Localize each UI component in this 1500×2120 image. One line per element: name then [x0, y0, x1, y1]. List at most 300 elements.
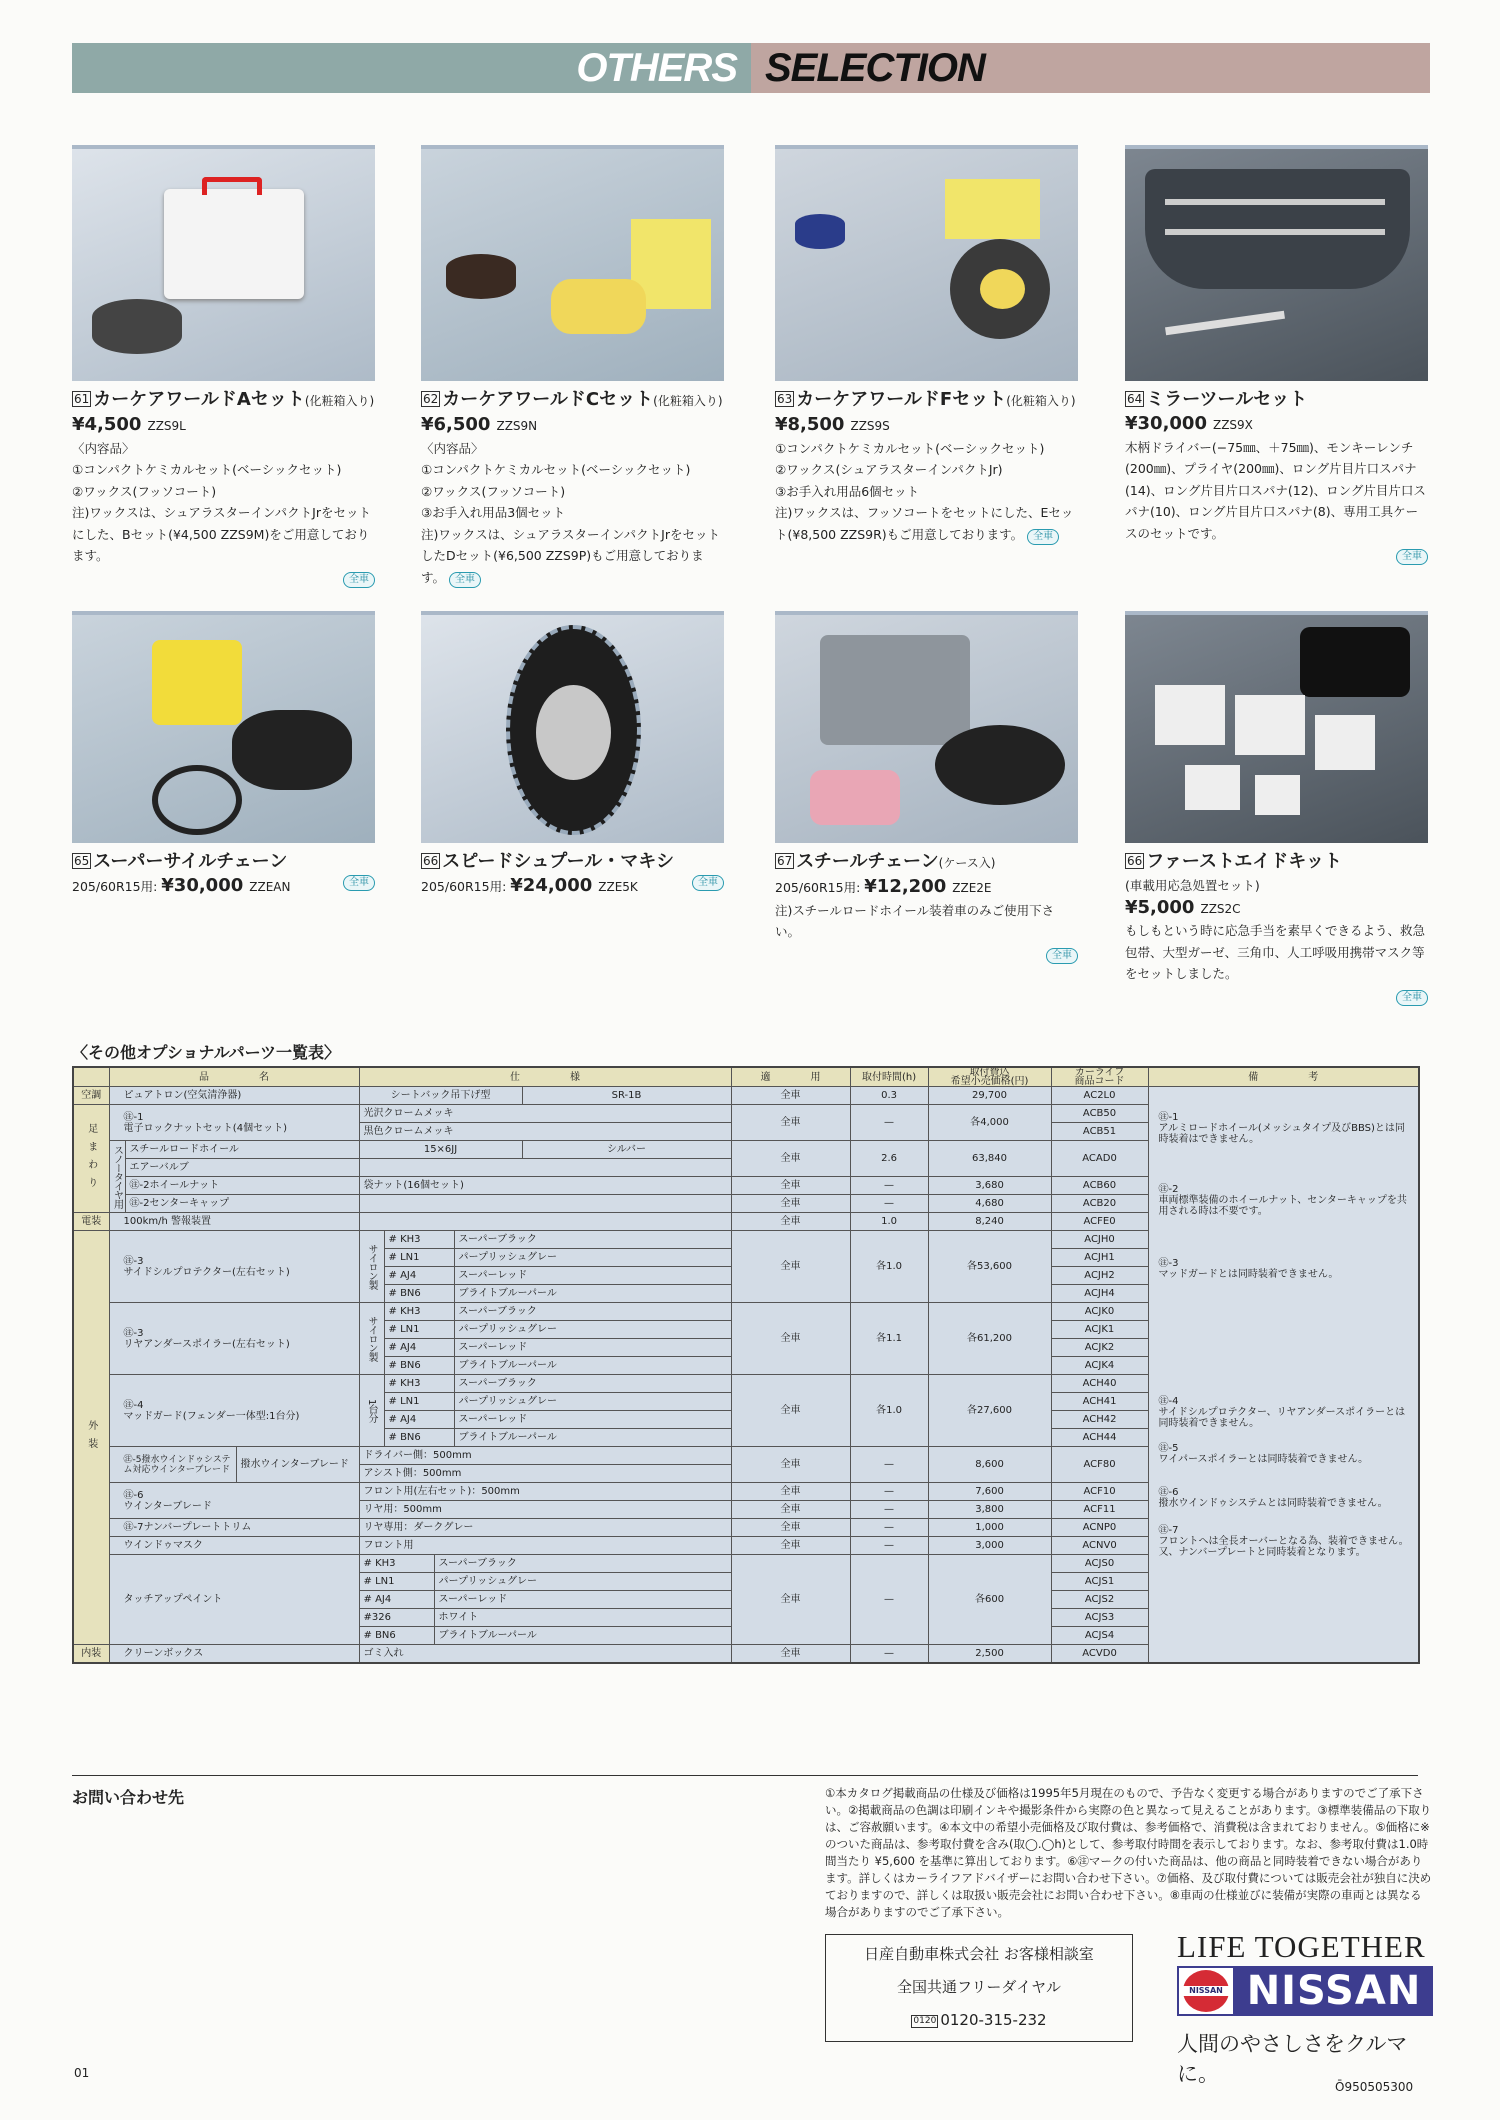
item-spec: シートバック吊下げ型 [359, 1087, 522, 1105]
item-name: 100km/h 警報装置 [109, 1213, 359, 1231]
color-name: パープリッシュグレー [454, 1249, 731, 1267]
product-description: 木柄ドライバー(−75㎜、＋75㎜)、モンキーレンチ(200㎜)、プライヤ(200㎜)、ロング片目片口スパナ(14)、ロング片目片口スパナ(12)、ロング片目片口スパナ(10)、ロング片目片口スパナ(8)、専用工具ケースのセットです。 [1125, 439, 1426, 541]
product-line: ③お手入れ用品6個セット [775, 483, 920, 499]
item-time: 0.3 [850, 1087, 928, 1105]
product-photo [421, 611, 724, 843]
product-name: カーケアワールドAセット [93, 389, 305, 410]
color-code: # AJ4 [384, 1411, 454, 1429]
color-code: # BN6 [384, 1285, 454, 1303]
catalog-code: Ō950505300 [1335, 2080, 1414, 2094]
color-code: # AJ4 [359, 1591, 434, 1609]
product-name: カーケアワールドFセット [796, 389, 1007, 410]
item-code: ACJK0 [1051, 1303, 1148, 1321]
remark-text: フロントへは全長オーバーとなる為、装着できません。又、ナンバープレートと同時装着となります。 [1158, 1536, 1409, 1558]
product-price: ¥24,000 [510, 875, 593, 896]
item-code: ACF11 [1051, 1501, 1148, 1519]
item-code: ACJH1 [1051, 1249, 1148, 1267]
color-code: # KH3 [384, 1375, 454, 1393]
product-card-61 [72, 145, 375, 588]
color-code: # LN1 [384, 1249, 454, 1267]
product-line: ②ワックス(フッソコート) [72, 483, 217, 499]
item-code: ACJS0 [1051, 1555, 1148, 1573]
color-code: # BN6 [384, 1357, 454, 1375]
item-name-text: マッドガード(フェンダー一体型:1台分) [123, 1410, 300, 1422]
all-models-badge: 全車 [1396, 549, 1428, 565]
category-aircon: 空調 [73, 1087, 109, 1105]
divider [72, 1775, 1418, 1776]
item-subname: 撥水ウインターブレード [236, 1447, 359, 1483]
product-note [775, 502, 1078, 545]
item-price: 4,680 [928, 1195, 1051, 1213]
item-time: — [850, 1645, 928, 1663]
logo-slogan: LIFE TOGETHER [1177, 1929, 1426, 1964]
item-apply: 全車 [731, 1645, 850, 1663]
product-line: 〈内容品〉 [421, 440, 484, 456]
product-note: 注)スチールロードホイール装着車のみご使用下さい。 [775, 902, 1055, 939]
color-name: スーパーブラック [454, 1303, 731, 1321]
remark-label: ㊟-4 [1158, 1396, 1179, 1407]
item-price: 各53,600 [928, 1231, 1051, 1303]
color-name: スーパーブラック [454, 1231, 731, 1249]
item-price: 29,700 [928, 1087, 1051, 1105]
product-line: ①コンパクトケミカルセット(ベーシックセット) [72, 462, 342, 477]
note-text: 注)ワックスは、フッソコートをセットにした、Eセット(¥8,500 ZZS9R)もご用意しております。 [775, 505, 1074, 542]
remark-text: 車両標準装備のホイールナット、センターキャップを共用される時は不要です。 [1158, 1195, 1407, 1217]
header-time: 取付時間(h) [850, 1067, 928, 1087]
item-code: ACNP0 [1051, 1519, 1148, 1537]
item-spec: リヤ専用：ダークグレー [359, 1519, 731, 1537]
color-code: # KH3 [384, 1303, 454, 1321]
item-name: ウインドゥマスク [109, 1537, 359, 1555]
product-photo [72, 145, 375, 381]
item-code: ACH42 [1051, 1411, 1148, 1429]
product-card-67 [775, 611, 1078, 964]
product-note: 注)ワックスは、シュアラスターインパクトJrをセットにした、Bセット(¥4,500 ZZS9M)をご用意しております。 [72, 505, 371, 563]
subcategory-snow-tire: スノータイヤ用 [109, 1141, 125, 1213]
item-spec: アシスト側：500mm [359, 1465, 731, 1483]
item-code: ACJK1 [1051, 1321, 1148, 1339]
remark-note [1159, 1184, 1411, 1217]
remarks-cell [1148, 1087, 1419, 1663]
product-code: ZZS9L [147, 419, 186, 433]
emblem-text: NISSAN [1183, 1970, 1229, 2012]
item-code: ACB20 [1051, 1195, 1148, 1213]
product-code: ZZS9S [850, 419, 890, 433]
item-name: ピュアトロン(空気清浄器) [109, 1087, 359, 1105]
color-name: パープリッシュグレー [434, 1573, 731, 1591]
product-price: ¥8,500 [775, 414, 845, 435]
product-line: ①コンパクトケミカルセット(ベーシックセット) [421, 462, 691, 477]
product-card-63 [775, 145, 1078, 545]
freedial-icon: 0120 [913, 2016, 937, 2026]
item-time: 2.6 [850, 1141, 928, 1177]
header-price-line: 取付費込 [969, 1067, 1010, 1078]
color-code: # AJ4 [384, 1267, 454, 1285]
item-code: ACJK2 [1051, 1339, 1148, 1357]
tire-size: 205/60R15用: [72, 879, 158, 894]
disclaimer-notes: ①本カタログ掲載商品の仕様及び価格は1995年5月現在のもので、予告なく変更する場合がありますのでご了承下さい。②掲載商品の色調は印刷インキや撮影条件から実際の色と異なって見えることがあります。③標準装備品の下取りは、ご容赦願います。④本文中の希望小売価格及び取付費は、参考価格で、消費税は含まれておりません。⑤価格に※のついた商品は、参考取付費を含み(取◯.◯h)として、参考取付時間を表示しております。なお、参考取付費は1.0時間当たり ¥5,600 を基準に算出しております。⑥㊟マークの付いた商品は、他の商品と同時装着できない場合があります。詳しくはカーライフアドバイザーにお問い合わせ下さい。⑦価格、及び取付費については販売会社が独自に決めておりますので、詳しくは取扱い販売会社にお問い合わせ下さい。⑧車両の仕様並びに装備が実際の車両とは異なる場合がありますのでご了承下さい。 [825, 1786, 1432, 1919]
item-time: — [850, 1177, 928, 1195]
color-name: パープリッシュグレー [454, 1321, 731, 1339]
item-number: 66 [1127, 854, 1143, 868]
item-code: ACB51 [1051, 1123, 1148, 1141]
remark-note [1159, 1487, 1411, 1509]
color-code: # LN1 [359, 1573, 434, 1591]
note-mark: ㊟-1 [123, 1111, 144, 1123]
color-code: # BN6 [359, 1627, 434, 1645]
item-name: クリーンボックス [109, 1645, 359, 1663]
product-code: ZZE2E [952, 881, 992, 895]
item-apply: 全車 [731, 1213, 850, 1231]
item-code: ACVD0 [1051, 1645, 1148, 1663]
item-code: ACFE0 [1051, 1213, 1148, 1231]
section-banner [72, 43, 1430, 93]
item-apply: 全車 [731, 1177, 850, 1195]
item-number: 61 [74, 392, 90, 406]
header-name: 品 名 [109, 1067, 359, 1087]
item-spec: リヤ用：500mm [359, 1501, 731, 1519]
tire-size: 205/60R15用: [775, 880, 861, 895]
remark-note [1159, 1443, 1411, 1465]
product-photo [775, 145, 1078, 381]
note-mark: ㊟-4 [123, 1399, 144, 1411]
item-apply: 全車 [731, 1231, 850, 1303]
item-code: ACJK4 [1051, 1357, 1148, 1375]
product-description: もしもという時に応急手当を素早くできるよう、救急包帯、大型ガーゼ、三角巾、人工呼吸用携帯マスク等をセットしました。 [1125, 923, 1426, 981]
all-models-badge: 全車 [692, 875, 724, 891]
item-name: ㊟-2センターキャップ [125, 1195, 359, 1213]
item-name-text: 電子ロックナットセット(4個セット) [123, 1122, 287, 1134]
product-code: ZZE5K [598, 880, 638, 894]
page-number: 01 [74, 2066, 90, 2080]
item-number: 62 [423, 392, 439, 406]
product-price: ¥12,200 [864, 876, 947, 897]
product-name: スチールチェーン [796, 851, 939, 872]
item-name: タッチアップペイント [109, 1555, 359, 1645]
product-name: ミラーツールセット [1146, 389, 1308, 410]
item-spec-empty [359, 1159, 731, 1177]
nissan-badge [1177, 1966, 1433, 2016]
product-suffix: (化粧箱入り) [1006, 394, 1076, 408]
product-line: ②ワックス(フッソコート) [421, 483, 566, 499]
category-interior: 内装 [73, 1645, 109, 1663]
contact-freedial-label: 全国共通フリーダイヤル [897, 1978, 1061, 1996]
item-name: ㊟-2ホイールナット [125, 1177, 359, 1195]
note-mark: ㊟-3 [123, 1327, 144, 1339]
color-code: # KH3 [359, 1555, 434, 1573]
remark-text: アルミロードホイール(メッシュタイプ及びBBS)とは同時装着はできません。 [1158, 1123, 1405, 1145]
remark-label: ㊟-5 [1158, 1443, 1179, 1454]
remark-note [1159, 1112, 1411, 1145]
remark-note [1159, 1525, 1411, 1558]
item-name: ㊟-5撥水ウインドゥシステム対応ウインターブレード [109, 1447, 236, 1483]
item-spec: フロント用(左右セット)：500mm [359, 1483, 731, 1501]
item-price: 8,600 [928, 1447, 1051, 1483]
nissan-logo [1177, 1930, 1433, 2088]
contact-phone: 0120-315-232 [940, 2011, 1047, 2029]
header-price-line: 希望小売価格(円) [950, 1076, 1029, 1087]
nissan-wordmark: NISSAN [1246, 1968, 1422, 2014]
item-code: ACJS4 [1051, 1627, 1148, 1645]
color-code: # AJ4 [384, 1339, 454, 1357]
item-code: ACNV0 [1051, 1537, 1148, 1555]
item-spec: ドライバー側：500mm [359, 1447, 731, 1465]
remark-label: ㊟-2 [1158, 1184, 1179, 1195]
item-name-text: サイドシルプロテクター(左右セット) [123, 1266, 290, 1278]
item-name [109, 1231, 359, 1303]
item-time: — [850, 1195, 928, 1213]
product-name: ファーストエイドキット [1146, 851, 1342, 872]
product-suffix: (ケース入) [938, 856, 996, 870]
item-code: ACJH0 [1051, 1231, 1148, 1249]
item-price: 3,000 [928, 1537, 1051, 1555]
product-code: ZZS9N [496, 419, 538, 433]
color-name: スーパーレッド [454, 1411, 731, 1429]
item-code: ACH40 [1051, 1375, 1148, 1393]
item-name: スチールロードホイール [125, 1141, 359, 1159]
product-photo [421, 145, 724, 381]
header-remarks: 備 考 [1148, 1067, 1419, 1087]
color-name: スーパーレッド [454, 1267, 731, 1285]
item-name: ㊟-7ナンバープレートトリム [109, 1519, 359, 1537]
product-price: ¥30,000 [1125, 413, 1207, 434]
item-spec: 袋ナット(16個セット) [359, 1177, 731, 1195]
header-code-line: 商品コード [1074, 1076, 1125, 1087]
remark-note [1159, 1258, 1411, 1280]
product-photo [72, 611, 375, 843]
item-spec: 光沢クロームメッキ [359, 1105, 731, 1123]
product-price: ¥5,000 [1125, 896, 1195, 918]
header-code-line: カーライフ [1074, 1067, 1125, 1078]
category-electrical: 電装 [73, 1213, 109, 1231]
color-name: ブライトブルーパール [434, 1627, 731, 1645]
item-spec: ゴミ入れ [359, 1645, 731, 1663]
all-models-badge: 全車 [1396, 990, 1428, 1006]
product-price: ¥4,500 [72, 414, 142, 435]
product-code: ZZEAN [249, 880, 291, 894]
item-number: 66 [423, 854, 439, 868]
item-code: ACAD0 [1051, 1141, 1148, 1177]
item-spec: フロント用 [359, 1537, 731, 1555]
tire-size: 205/60R15用: [421, 879, 507, 894]
product-line: ①コンパクトケミカルセット(ベーシックセット) [775, 440, 1045, 456]
item-time: — [850, 1537, 928, 1555]
product-name: カーケアワールドCセット [442, 389, 654, 410]
item-number: 65 [74, 854, 90, 868]
item-code: ACB60 [1051, 1177, 1148, 1195]
item-apply: 全車 [731, 1447, 850, 1483]
item-name [109, 1303, 359, 1375]
color-name: スーパーブラック [434, 1555, 731, 1573]
note-mark: ㊟-6 [123, 1489, 144, 1501]
product-photo [775, 611, 1078, 843]
color-code: # KH3 [384, 1231, 454, 1249]
item-code: ACH44 [1051, 1429, 1148, 1447]
remark-label: ㊟-3 [1158, 1258, 1179, 1269]
item-code: ACH41 [1051, 1393, 1148, 1411]
all-models-badge: 全車 [449, 572, 481, 588]
item-code: ACJS2 [1051, 1591, 1148, 1609]
product-name: スーパーサイルチェーン [93, 851, 288, 872]
item-number: 64 [1127, 392, 1143, 406]
product-code: ZZS2C [1200, 901, 1241, 916]
product-photo [1125, 145, 1428, 381]
product-line: ③お手入れ用品3個セット [421, 505, 566, 520]
item-time: 各1.0 [850, 1231, 928, 1303]
product-card-65 [72, 611, 375, 899]
item-name-text: ウインターブレード [123, 1500, 212, 1512]
item-price: 各27,600 [928, 1375, 1051, 1447]
banner-title-others: OTHERS [576, 45, 737, 90]
remark-text: ワイパースポイラーとは同時装着できません。 [1158, 1454, 1369, 1465]
logo-tagline: 人間のやさしさをクルマに。 [1177, 2032, 1408, 2086]
remark-label: ㊟-7 [1158, 1525, 1179, 1536]
category-foot: 足まわり [73, 1105, 109, 1213]
note-mark: ㊟-3 [123, 1255, 144, 1267]
item-time: 各1.0 [850, 1375, 928, 1447]
product-card-66 [421, 611, 724, 899]
product-suffix: (化粧箱入り) [653, 394, 723, 408]
item-spec-empty [359, 1195, 731, 1213]
optional-parts-table [72, 1066, 1420, 1664]
item-apply: 全車 [731, 1303, 850, 1375]
all-models-badge: 全車 [1027, 529, 1059, 545]
product-card-62 [421, 145, 724, 588]
item-spec: 黒色クロームメッキ [359, 1123, 731, 1141]
note-text: 注)ワックスは、シュアラスターインパクトJrをセットしたDセット(¥6,500 ZZS9P)もご用意しております。 [421, 526, 720, 585]
item-spec: SR-1B [522, 1087, 731, 1105]
item-price: 各61,200 [928, 1303, 1051, 1375]
product-card-64 [1125, 145, 1428, 566]
item-material: サイロン製 [359, 1231, 384, 1303]
item-spec: シルバー [522, 1141, 731, 1159]
item-material: サイロン製 [359, 1303, 384, 1375]
product-photo [1125, 611, 1428, 843]
product-card-first-aid [1125, 611, 1428, 1006]
item-time: — [850, 1519, 928, 1537]
product-code: ZZS9X [1212, 418, 1253, 432]
remark-text: サイドシルプロテクター、リヤアンダースポイラーとは同時装着できません。 [1158, 1407, 1406, 1429]
color-name: ホワイト [434, 1609, 731, 1627]
item-apply: 全車 [731, 1501, 850, 1519]
item-apply: 全車 [731, 1483, 850, 1501]
remark-label: ㊟-6 [1158, 1487, 1179, 1498]
product-subtitle: (車載用応急処置セット) [1125, 878, 1260, 893]
color-code: # LN1 [384, 1321, 454, 1339]
parts-table-title: 〈その他オプショナルパーツ一覧表〉 [72, 1043, 341, 1062]
item-price: 8,240 [928, 1213, 1051, 1231]
header-spec: 仕 様 [359, 1067, 731, 1087]
remark-text: マッドガードとは同時装着できません。 [1158, 1269, 1339, 1280]
item-code: ACJH2 [1051, 1267, 1148, 1285]
product-line: ②ワックス(シュアラスターインパクトJr) [775, 462, 1003, 477]
item-code: ACJS1 [1051, 1573, 1148, 1591]
item-time: — [850, 1483, 928, 1501]
item-code: ACJS3 [1051, 1609, 1148, 1627]
item-apply: 全車 [731, 1141, 850, 1177]
table-header [73, 1067, 1419, 1087]
header-apply: 適 用 [731, 1067, 850, 1087]
product-price: ¥6,500 [421, 414, 491, 435]
item-time: — [850, 1501, 928, 1519]
color-name: パープリッシュグレー [454, 1393, 731, 1411]
product-suffix: (化粧箱入り) [304, 394, 375, 408]
item-code: ACJH4 [1051, 1285, 1148, 1303]
all-models-badge: 全車 [1046, 948, 1078, 964]
all-models-badge: 全車 [343, 875, 375, 891]
item-time: 各1.1 [850, 1303, 928, 1375]
color-code: # LN1 [384, 1393, 454, 1411]
item-number: 67 [777, 854, 793, 868]
color-name: スーパーレッド [454, 1339, 731, 1357]
product-note [421, 524, 724, 589]
item-price: 63,840 [928, 1141, 1051, 1177]
item-name [109, 1483, 359, 1519]
item-code: ACB50 [1051, 1105, 1148, 1123]
color-code: # BN6 [384, 1429, 454, 1447]
item-spec: 15×6JJ [359, 1141, 522, 1159]
color-name: ブライトブルーパール [454, 1285, 731, 1303]
item-name [109, 1105, 359, 1141]
item-code: ACF10 [1051, 1483, 1148, 1501]
color-name: ブライトブルーパール [454, 1429, 731, 1447]
item-code: AC2L0 [1051, 1087, 1148, 1105]
item-name: エアーバルブ [125, 1159, 359, 1177]
item-apply: 全車 [731, 1537, 850, 1555]
all-models-badge: 全車 [343, 572, 375, 588]
item-time: — [850, 1447, 928, 1483]
item-price: 1,000 [928, 1519, 1051, 1537]
contact-heading: お問い合わせ先 [72, 1788, 185, 1807]
remark-label: ㊟-1 [1158, 1112, 1179, 1123]
item-name [109, 1375, 359, 1447]
item-spec-empty [359, 1213, 731, 1231]
item-apply: 全車 [731, 1519, 850, 1537]
item-price: 3,800 [928, 1501, 1051, 1519]
item-time: — [850, 1105, 928, 1141]
product-price: ¥30,000 [161, 875, 244, 896]
banner-title-selection: SELECTION [765, 45, 985, 90]
item-name-text: リヤアンダースポイラー(左右セット) [123, 1338, 290, 1350]
header-category [73, 1067, 109, 1087]
item-material: 1台分 [359, 1375, 384, 1447]
table-row [73, 1087, 1419, 1105]
product-line: 〈内容品〉 [72, 440, 135, 456]
remark-note [1159, 1396, 1411, 1429]
item-code: ACF80 [1051, 1447, 1148, 1483]
item-price: 2,500 [928, 1645, 1051, 1663]
color-name: スーパーブラック [454, 1375, 731, 1393]
color-code: #326 [359, 1609, 434, 1627]
color-name: ブライトブルーパール [454, 1357, 731, 1375]
product-name: スピードシュプール・マキシ [442, 851, 675, 872]
header-price [928, 1067, 1051, 1087]
item-time: — [850, 1555, 928, 1645]
remark-text: 撥水ウインドゥシステムとは同時装着できません。 [1158, 1498, 1388, 1509]
item-number: 63 [777, 392, 793, 406]
item-apply: 全車 [731, 1195, 850, 1213]
item-price: 各4,000 [928, 1105, 1051, 1141]
contact-company: 日産自動車株式会社 お客様相談室 [864, 1945, 1094, 1963]
item-apply: 全車 [731, 1105, 850, 1141]
item-apply: 全車 [731, 1087, 850, 1105]
item-apply: 全車 [731, 1555, 850, 1645]
item-price: 3,680 [928, 1177, 1051, 1195]
item-price: 各600 [928, 1555, 1051, 1645]
header-code [1051, 1067, 1148, 1087]
item-price: 7,600 [928, 1483, 1051, 1501]
customer-service-box [825, 1934, 1133, 2042]
